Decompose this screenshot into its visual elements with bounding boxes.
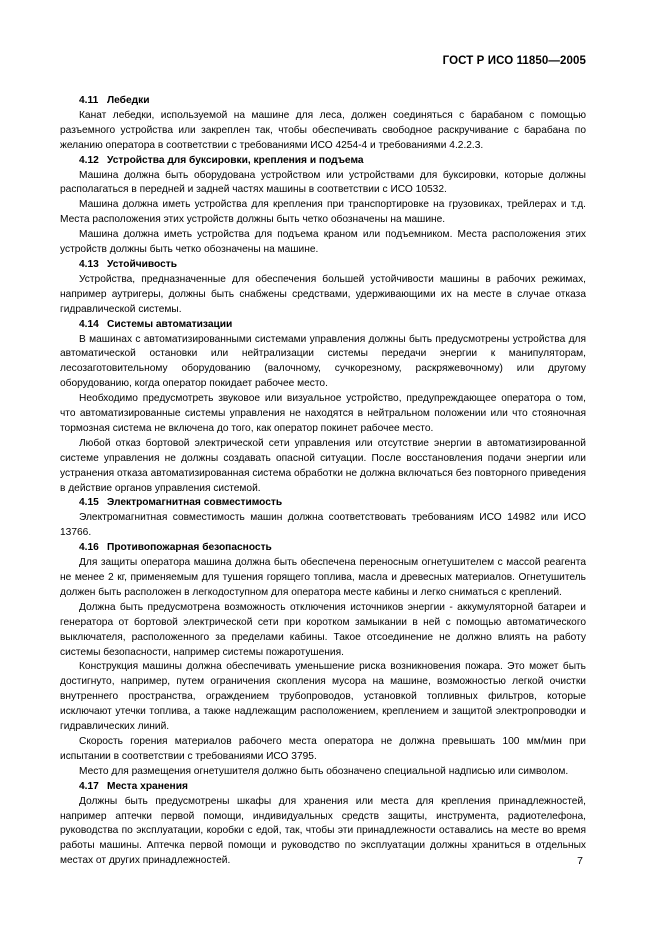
paragraph: Должны быть предусмотрены шкафы для хранения или места для крепления принадлежностей, например аптечки первой помощи, индивидуальных средств защиты, инструмента, радиотелефона, руководства по эксплуатации, коробки с едой, так, чтобы эти принадлежности оставались на месте во время работы машины. Аптечка первой помощи и руководство по эксплуатации должны храниться в отдельных местах от других принадлежностей. [60, 795, 586, 867]
section-number: 4.14 [79, 318, 99, 330]
section-number: 4.15 [79, 497, 99, 509]
section-heading [60, 541, 586, 556]
section-title: Противопожарная безопасность [107, 542, 272, 554]
paragraph: Любой отказ бортовой электрической сети управления или отсутствие энергии в автоматизированной системе управления не должны создавать опасной ситуации. После восстановления подачи энергии или устранения отказа автоматизированная система обработки не должна включаться без повторного приведения в действие органов управления системой. [60, 437, 586, 494]
section-heading [60, 496, 586, 511]
paragraph: Должна быть предусмотрена возможность отключения источников энергии - аккумуляторной батареи и генератора от бортовой электрической сети при коротком замыкании в ней с помощью автоматического выключателя, расположенного за пределами кабины. Такое отсоединение не должно влиять на работу системы безопасности, например системы пожаротушения. [60, 601, 586, 658]
paragraph: Машина должна иметь устройства для крепления при транспортировке на грузовиках, трейлерах и т.д. Места расположения этих устройств должны быть четко обозначены на машине. [60, 199, 586, 226]
section-4-15 [60, 496, 586, 541]
paragraph: Скорость горения материалов рабочего места оператора не должна превышать 100 мм/мин при испытании в соответствии с требованиями ИСО 3795. [60, 735, 586, 762]
section-4-16 [60, 541, 586, 780]
section-number: 4.17 [79, 780, 99, 792]
section-heading [60, 258, 586, 273]
paragraph: Машина должна иметь устройства для подъема краном или подъемником. Места расположения этих устройств должны быть четко обозначены на машине. [60, 229, 586, 256]
paragraph: Конструкция машины должна обеспечивать уменьшение риска возникновения пожара. Это может быть достигнуто, например, путем ограничения скопления мусора на машине, возможностью легкой очистки внутреннего пространства, ограждением трубопроводов, установкой топливных фильтров, которые исключают утечки топлива, а также надлежащим расположением, креплением и защитой электропроводки и гидравлических линий. [60, 661, 586, 733]
paragraph: В машинах с автоматизированными системами управления должны быть предусмотрены устройства для автоматической остановки или нейтрализации системы передачи энергии к манипуляторам, лесозаготовительному оборудованию (валочному, сучкорезному, раскряжевочному) или другому оборудованию, когда оператор покидает рабочее место. [60, 333, 586, 390]
paragraph: Необходимо предусмотреть звуковое или визуальное устройство, предупреждающее оператора о том, что автоматизированные системы управления не находятся в нейтральном положении или что стояночная тормозная система не включена до того, как оператор покинет рабочее место. [60, 393, 586, 434]
section-heading [60, 94, 586, 109]
section-title: Устройства для буксировки, крепления и подъема [107, 154, 364, 166]
section-4-17 [60, 780, 586, 869]
section-heading [60, 318, 586, 333]
paragraph: Для защиты оператора машина должна быть обеспечена переносным огнетушителем с массой реагента не менее 2 кг, применяемым для тушения горящего топлива, масла и древесных материалов. Огнетушитель должен быть расположен в легкодоступном для оператора месте кабины и легко сниматься с креплений. [60, 557, 586, 598]
paragraph: Машина должна быть оборудована устройством или устройствами для буксировки, которые должны располагаться в передней и задней частях машины в соответствии с ИСО 10532. [60, 169, 586, 196]
paragraph: Электромагнитная совместимость машин должна соответствовать требованиям ИСО 14982 или ИСО 13766. [60, 512, 586, 539]
section-heading [60, 780, 586, 795]
section-title: Системы автоматизации [107, 318, 233, 330]
section-title: Устойчивость [107, 258, 178, 270]
section-number: 4.13 [79, 258, 99, 270]
section-4-11 [60, 94, 586, 154]
section-number: 4.16 [79, 542, 99, 554]
page-number: 7 [577, 855, 583, 867]
paragraph: Устройства, предназначенные для обеспечения большей устойчивости машины в рабочих режимах, например аутригеры, должны быть снабжены средствами, удерживающими их на месте в случае отказа гидравлической системы. [60, 273, 586, 315]
document-header: ГОСТ Р ИСО 11850—2005 [442, 55, 586, 67]
paragraph: Место для размещения огнетушителя должно быть обозначено специальной надписью или символом. [79, 765, 569, 777]
section-heading [60, 154, 586, 169]
section-title: Лебедки [107, 95, 150, 106]
section-number: 4.11 [79, 95, 99, 106]
document-body [60, 94, 586, 869]
section-title: Электромагнитная совместимость [107, 497, 283, 509]
section-title: Места хранения [107, 780, 188, 792]
section-4-12 [60, 154, 586, 258]
section-4-14 [60, 318, 586, 497]
section-4-13 [60, 258, 586, 318]
section-number: 4.12 [79, 154, 99, 166]
paragraph: Канат лебедки, используемой на машине для леса, должен соединяться с барабаном с помощью разъемного устройства или закреплен так, чтобы обеспечивать свободное раскручивание с барабана по желанию оператора в соответствии с требованиями ИСО 4254-4 и требованиями 4.2.2.3. [60, 109, 586, 151]
